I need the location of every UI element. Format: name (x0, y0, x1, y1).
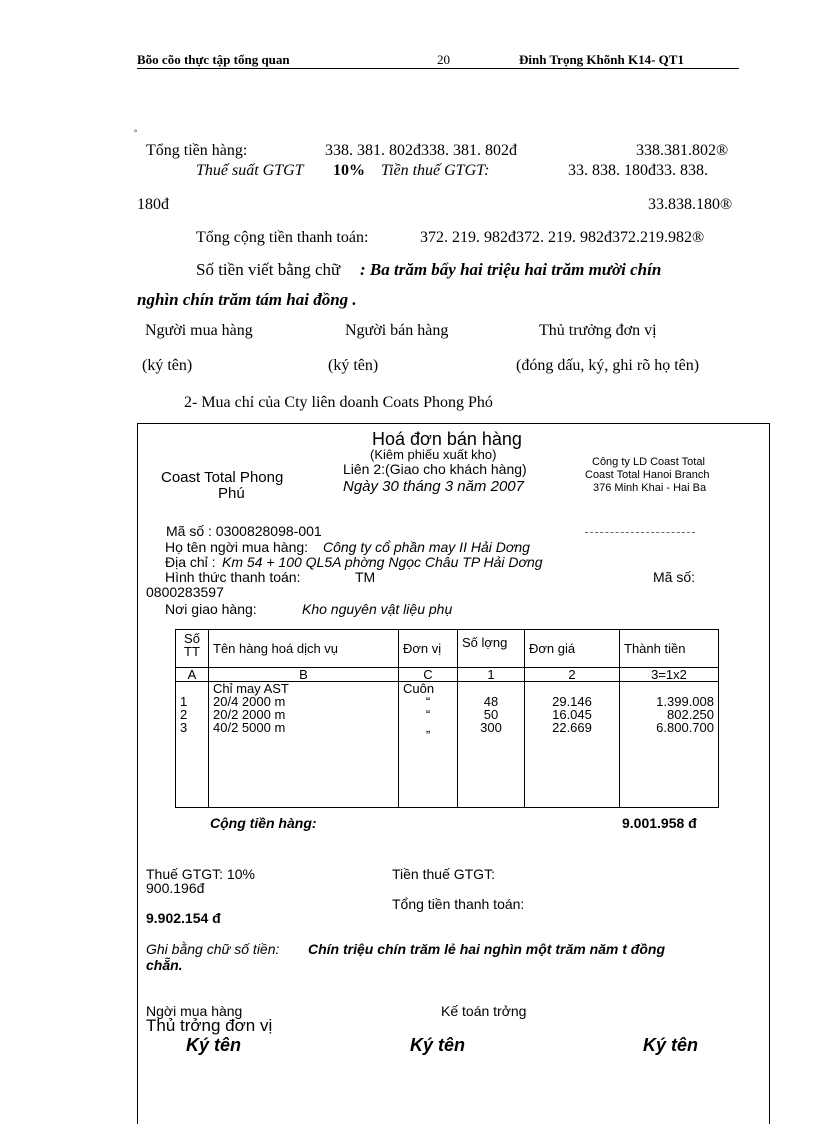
sign-1: Ký tên (186, 1035, 242, 1055)
row-3-amount: 6.800.700 (656, 720, 714, 735)
row-1-qty: 48 (483, 694, 499, 709)
delivery-value: Kho nguyên vật liệu phụ (302, 601, 453, 617)
vat-rate-label: Thuế suất GTGT (196, 162, 304, 179)
invoice-date: Ngày 30 tháng 3 năm 2007 (343, 478, 524, 495)
signature-seller-note: (ký tên) (328, 357, 379, 374)
tax-code-boxes (585, 532, 695, 533)
group-unit: Cuôn (403, 681, 435, 696)
sig-head: Thủ trởng đơn vị (146, 1016, 273, 1035)
table-header-row (176, 630, 719, 668)
col-qty (458, 682, 525, 808)
row-2-no: 2 (180, 707, 188, 722)
row-2-price: 16.045 (552, 707, 592, 722)
row-1-price: 29.146 (552, 694, 592, 709)
row-2-name: 20/2 2000 m (213, 707, 286, 722)
delivery-label: Nơi giao hàng: (165, 601, 257, 617)
row-3-qty: 300 (480, 720, 502, 735)
payment-value: TM (355, 569, 376, 585)
code-3: 3=1x2 (620, 668, 719, 682)
amount-in-words-line1: : Ba trăm bẩy hai triệu hai trăm mười chín (360, 260, 662, 279)
invoice-copy: Liên 2:(Giao cho khách hàng) (343, 461, 527, 477)
col-price (525, 682, 620, 808)
code-b: B (209, 668, 399, 682)
signature-head-note: (đóng dấu, ký, ghi rõ họ tên) (516, 357, 700, 374)
table-total-label: Cộng tiền hàng: (210, 815, 317, 831)
items-table (175, 629, 719, 808)
table-code-row (176, 668, 719, 682)
header-rule (137, 68, 739, 69)
row-3-no: 3 (180, 720, 188, 735)
vat-rate: 10% (333, 162, 365, 179)
vat-amount-value-2: 33.838.180® (648, 196, 733, 213)
invoice-title: Hoá đơn bán hàng (372, 429, 522, 449)
group-label: Chỉ may AST (213, 681, 289, 696)
vat-amount-value: 33. 838. 180đ33. 838. (568, 162, 708, 179)
buyer-tax-label: Mã số: (653, 569, 696, 585)
code-a: A (176, 668, 209, 682)
row-2-amount: 802.250 (667, 707, 714, 722)
header-right: Đinh Trọng Khõnh K14- QT1 (519, 52, 684, 67)
address-label: Địa chỉ : (165, 554, 216, 570)
invoice-vat-label: Thuế GTGT: 10% (146, 866, 255, 882)
invoice-words-line1: Chín triệu chín trăm lẻ hai nghìn một trăm năm t đồng (308, 941, 666, 957)
signature-seller: Người bán hàng (345, 322, 449, 339)
header-qty: Số lợng (458, 630, 525, 668)
buyer-value: Công ty cổ phần may II Hải Dơng (323, 539, 530, 555)
row-1-amount: 1.399.008 (656, 694, 714, 709)
table-body-row (176, 682, 719, 808)
row-1-no: 1 (180, 694, 188, 709)
right-company-line2: Coast Total Hanoi Branch (585, 469, 710, 481)
vat-amount-label: Tiền thuế GTGT: (381, 162, 490, 179)
header-unit: Đơn vị (399, 630, 458, 668)
payment-label: Hình thức thanh toán: (165, 569, 301, 585)
sign-3: Ký tên (643, 1035, 699, 1055)
right-company-line3: 376 Minh Khai - Hai Ba (593, 482, 707, 494)
code-1: 1 (458, 668, 525, 682)
header-left: Bõo cõo thực tập tổng quan (137, 52, 290, 67)
sign-2: Ký tên (410, 1035, 466, 1055)
invoice-grand-total-value: 9.902.154 đ (146, 910, 221, 926)
grand-total-label: Tổng cộng tiền thanh toán: (196, 229, 369, 246)
row-3-unit: „ (425, 720, 431, 735)
seller-tax-code: Mã số : 0300828098-001 (166, 523, 322, 539)
header-amount: Thành tiền (620, 630, 719, 668)
signature-buyer: Người mua hàng (145, 322, 253, 339)
buyer-label: Họ tên ngời mua hàng: (165, 539, 309, 555)
invoice-words-label: Ghi bằng chữ số tiền: (146, 941, 280, 957)
signature-head: Thủ trưởng đơn vị (539, 322, 657, 339)
row-2-qty: 50 (483, 707, 499, 722)
invoice-words-line2: chẵn. (146, 957, 183, 973)
col-amount (620, 682, 719, 808)
header-name: Tên hàng hoá dịch vụ (209, 630, 399, 668)
signature-buyer-note: (ký tên) (142, 357, 193, 374)
total-goods-label: Tổng tiền hàng: (146, 142, 248, 159)
row-2-unit: “ (425, 707, 431, 722)
page-number: 20 (437, 52, 450, 67)
row-1-name: 20/4 2000 m (213, 694, 286, 709)
row-1-unit: “ (425, 694, 431, 709)
col-no (176, 682, 209, 808)
header-no: Số TT (176, 630, 209, 668)
sig-buyer: Ngời mua hàng (146, 1003, 243, 1019)
left-company-line2: Phú (218, 485, 245, 502)
buyer-tax-value: 0800283597 (146, 584, 224, 600)
sig-accountant: Kế toán trởng (441, 1003, 527, 1019)
col-name (209, 682, 399, 808)
bullet-marker: ° (134, 128, 138, 137)
col-unit (399, 682, 458, 808)
amount-in-words-label: Số tiền viết bằng chữ (196, 260, 341, 279)
right-company-line1: Công ty LD Coast Total (592, 456, 705, 468)
code-2: 2 (525, 668, 620, 682)
invoice-subtitle: (Kiêm phiếu xuất kho) (370, 447, 497, 462)
vat-amount-cont: 180đ (137, 196, 169, 213)
invoice-vat-amount-label: Tiền thuế GTGT: (392, 866, 495, 882)
row-3-price: 22.669 (552, 720, 592, 735)
table-total-value: 9.001.958 đ (622, 815, 697, 831)
section-title: 2- Mua chỉ của Cty liên doanh Coats Phong Phó (184, 394, 493, 411)
amount-in-words-line2: nghìn chín trăm tám hai đồng . (137, 290, 357, 309)
header-price: Đơn giá (525, 630, 620, 668)
left-company-line1: Coast Total Phong (161, 469, 284, 486)
invoice-grand-total-label: Tổng tiền thanh toán: (392, 896, 525, 912)
grand-total-value: 372. 219. 982đ372. 219. 982đ372.219.982® (420, 229, 705, 246)
total-goods-value: 338. 381. 802đ338. 381. 802đ (325, 142, 517, 159)
code-c: C (399, 668, 458, 682)
total-goods-value-2: 338.381.802® (636, 142, 729, 159)
invoice-vat-amount-value: 900.196đ (146, 880, 205, 896)
row-3-name: 40/2 5000 m (213, 720, 286, 735)
address-value: Km 54 + 100 QL5A phờng Ngọc Châu TP Hải Dơng (222, 554, 543, 570)
